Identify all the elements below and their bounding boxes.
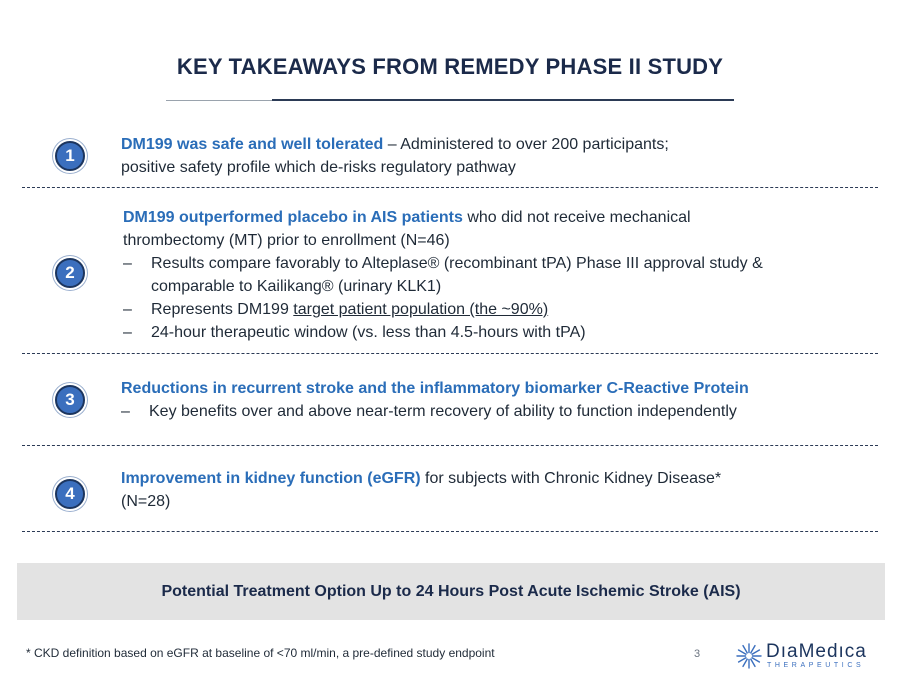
footnote: * CKD definition based on eGFR at baseline of <70 ml/min, a pre-defined study endpoint xyxy=(26,646,495,660)
bullet-text-2: comparable to Kailikang® (urinary KLK1) xyxy=(151,278,442,295)
bullet-underlined-text: target patient population (the ~90%) xyxy=(293,301,549,318)
takeaway-3 xyxy=(121,377,876,423)
takeaway-4 xyxy=(121,467,861,513)
starburst-logo-icon xyxy=(736,643,762,669)
number-badge-2: 2 xyxy=(55,258,85,288)
takeaway-1 xyxy=(121,133,861,179)
bullet-text: Key benefits over and above near-term recovery of ability to function independently xyxy=(149,403,737,420)
bullet-text: 24-hour therapeutic window (vs. less than 4.5-hours with tPA) xyxy=(151,324,586,341)
section-divider-4 xyxy=(22,531,878,532)
takeaway-4-text-2: (N=28) xyxy=(121,493,171,510)
section-divider-3 xyxy=(22,445,878,446)
takeaway-2-bullet-1 xyxy=(123,252,873,298)
takeaway-3-bullet-1 xyxy=(121,400,876,423)
takeaway-1-text-2: positive safety profile which de-risks regulatory pathway xyxy=(121,159,516,176)
page-number: 3 xyxy=(694,648,701,660)
bullet-text: Results compare favorably to Alteplase® (recombinant tPA) Phase III approval study & xyxy=(151,255,763,272)
bullet-dash: – xyxy=(121,403,130,420)
logo-wordmark: DıaMedıca xyxy=(766,641,867,662)
logo-tagline: THERAPEUTICS xyxy=(767,662,865,669)
takeaway-2 xyxy=(123,206,873,344)
number-badge-3: 3 xyxy=(55,385,85,415)
conclusion-banner xyxy=(17,563,885,620)
takeaway-2-bullet-3 xyxy=(123,321,873,344)
company-logo xyxy=(736,641,866,671)
bullet-dash: – xyxy=(123,301,132,318)
takeaway-4-text: for subjects with Chronic Kidney Disease* xyxy=(420,470,722,487)
section-divider-1 xyxy=(22,187,878,188)
takeaway-1-text: – Administered to over 200 participants; xyxy=(383,136,669,153)
bullet-dash: – xyxy=(123,255,132,272)
page-title: KEY TAKEAWAYS FROM REMEDY PHASE II STUDY xyxy=(176,54,724,79)
number-badge-1: 1 xyxy=(55,141,85,171)
number-badge-4: 4 xyxy=(55,479,85,509)
takeaway-4-lead: Improvement in kidney function (eGFR) xyxy=(121,470,421,487)
takeaway-2-text: who did not receive mechanical xyxy=(462,209,691,226)
takeaway-1-lead: DM199 was safe and well tolerated xyxy=(121,136,384,153)
bullet-text: Represents DM199 xyxy=(151,301,294,318)
takeaway-2-lead: DM199 outperformed placebo in AIS patients xyxy=(123,209,463,226)
title-underline-accent xyxy=(272,99,734,101)
takeaway-2-bullet-2 xyxy=(123,298,873,321)
section-divider-2 xyxy=(22,353,878,354)
conclusion-banner-text: Potential Treatment Option Up to 24 Hours Post Acute Ischemic Stroke (AIS) xyxy=(161,582,741,600)
takeaway-2-text-2: thrombectomy (MT) prior to enrollment (N=46) xyxy=(123,232,450,249)
bullet-dash: – xyxy=(123,324,132,341)
takeaway-3-lead: Reductions in recurrent stroke and the inflammatory biomarker C-Reactive Protein xyxy=(121,380,749,397)
